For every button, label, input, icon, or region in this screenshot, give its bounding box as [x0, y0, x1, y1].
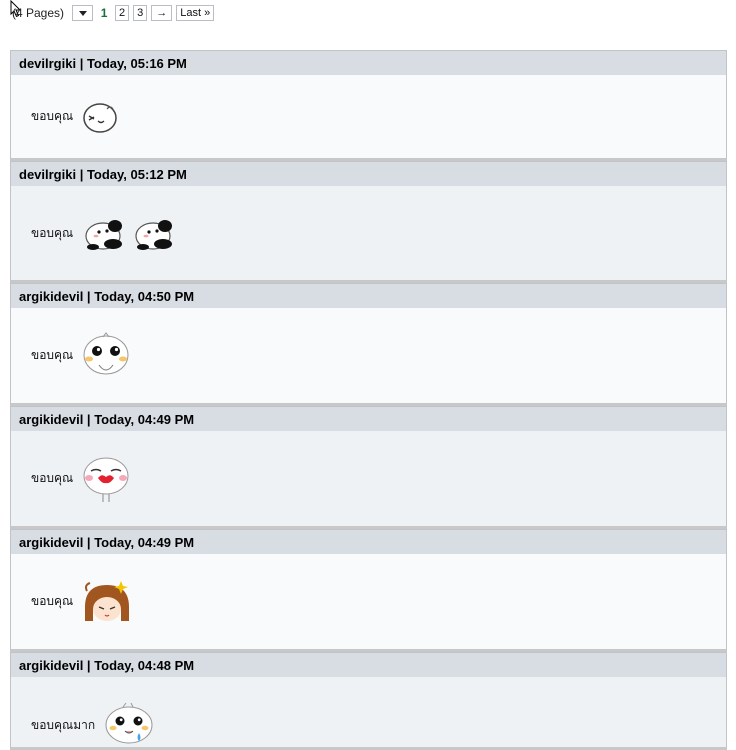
post-author-link[interactable]: argikidevil [19, 657, 84, 673]
post-separator: | [83, 534, 95, 550]
post-header [11, 653, 726, 677]
page-jump-dropdown[interactable] [72, 5, 93, 21]
post-body [11, 186, 726, 280]
post [10, 652, 727, 750]
bun-kiss-emoticon [81, 454, 131, 504]
post-author-link[interactable]: devilrgiki [19, 55, 77, 71]
post-body [11, 431, 726, 526]
post-author-link[interactable]: argikidevil [19, 411, 84, 427]
bun-thanks-emoticon [81, 331, 131, 381]
post-body [11, 75, 726, 158]
post-message: ขอบคุณ [31, 594, 74, 608]
post-header [11, 162, 726, 186]
post-message: ขอบคุณมาก [31, 718, 96, 732]
panda-emoticon [81, 214, 129, 252]
post [10, 283, 727, 406]
post-timestamp: Today, 04:50 PM [94, 288, 195, 304]
bun-crying-emoticon [103, 701, 155, 745]
post-list [10, 50, 727, 750]
post-author-link[interactable]: argikidevil [19, 534, 84, 550]
post-message: ขอบคุณ [31, 348, 74, 362]
post-header [11, 284, 726, 308]
post [10, 161, 727, 283]
post-timestamp: Today, 04:49 PM [94, 411, 195, 427]
last-page-button[interactable]: Last » [176, 5, 214, 21]
page-link-2[interactable]: 2 [115, 5, 129, 21]
post-timestamp: Today, 04:48 PM [94, 657, 195, 673]
sleepy-blob-emoticon [81, 100, 119, 134]
post-message: ขอบคุณ [31, 471, 74, 485]
page-link-3[interactable]: 3 [133, 5, 147, 21]
post-message: ขอบคุณ [31, 109, 74, 123]
pagination-bar [12, 4, 214, 22]
caret-down-icon [79, 11, 87, 16]
post [10, 406, 727, 529]
post-separator: | [83, 657, 95, 673]
post-body [11, 554, 726, 649]
panda-emoticon [131, 214, 179, 252]
post-separator: | [83, 411, 95, 427]
next-page-button[interactable]: → [151, 5, 172, 21]
post-separator: | [76, 55, 87, 71]
page-link-current: 1 [97, 5, 111, 21]
post-author-link[interactable]: argikidevil [19, 288, 84, 304]
post-timestamp: Today, 04:49 PM [94, 534, 195, 550]
post-message: ขอบคุณ [31, 225, 74, 240]
post-timestamp: Today, 05:12 PM [86, 166, 187, 182]
post-header [11, 407, 726, 431]
post [10, 529, 727, 652]
page-count-text: (4 Pages) [12, 6, 65, 20]
post-header [11, 530, 726, 554]
post-separator: | [83, 288, 95, 304]
post-body [11, 308, 726, 403]
girl-sparkle-emoticon [81, 577, 131, 627]
post [10, 50, 727, 161]
post-header [11, 51, 726, 75]
post-timestamp: Today, 05:16 PM [86, 55, 187, 71]
post-separator: | [76, 166, 87, 182]
post-body [11, 677, 726, 747]
post-author-link[interactable]: devilrgiki [19, 166, 77, 182]
